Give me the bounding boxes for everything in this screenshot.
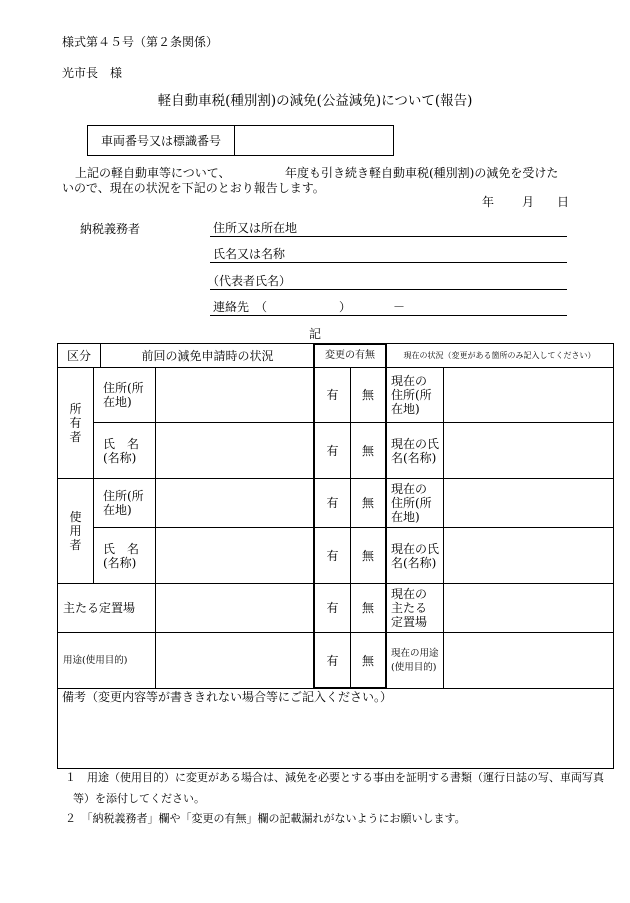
vehicle-number-label: 車両番号又は標識番号 bbox=[88, 126, 235, 155]
owner-name-change-yes[interactable]: 有 bbox=[314, 422, 351, 479]
owner-group-label: 所有者 bbox=[69, 402, 82, 444]
owner-address-change-no[interactable]: 無 bbox=[350, 367, 386, 423]
date-year-label: 年 bbox=[482, 195, 495, 209]
purpose-current-label: 現在の用途 (使用目的) bbox=[385, 632, 444, 689]
vehicle-number-box bbox=[87, 125, 394, 156]
status-table bbox=[57, 343, 614, 769]
user-name-label: 氏 名 (名称) bbox=[93, 527, 156, 584]
addressee: 光市長 様 bbox=[62, 66, 123, 80]
owner-name-previous-field[interactable] bbox=[155, 422, 315, 479]
header-change-presence: 変更の有無 bbox=[314, 343, 386, 368]
user-name-current-field[interactable] bbox=[443, 527, 614, 584]
storage-location-label: 主たる定置場 bbox=[57, 583, 156, 633]
storage-location-change-yes[interactable]: 有 bbox=[314, 583, 351, 633]
owner-name-label: 氏 名 (名称) bbox=[93, 422, 156, 479]
note-1-line-1: １ 用途（使用目的）に変更がある場合は、減免を必要とする事由を証明する書類（運行日誌の写、車両写真 bbox=[65, 771, 604, 784]
vehicle-number-field[interactable] bbox=[235, 126, 393, 155]
header-previous-status: 前回の減免申請時の状況 bbox=[100, 343, 315, 368]
owner-group-cell bbox=[57, 367, 94, 479]
purpose-current-field[interactable] bbox=[443, 632, 614, 689]
intro-line2: いので、現在の状況を下記のとおり報告します。 bbox=[62, 181, 325, 195]
user-address-change-yes[interactable]: 有 bbox=[314, 478, 351, 528]
user-name-change-yes[interactable]: 有 bbox=[314, 527, 351, 584]
fiscal-year-field[interactable] bbox=[231, 166, 285, 180]
owner-address-change-yes[interactable]: 有 bbox=[314, 367, 351, 423]
user-name-change-no[interactable]: 無 bbox=[350, 527, 386, 584]
remarks-field[interactable] bbox=[57, 688, 614, 769]
user-name-previous-field[interactable] bbox=[155, 527, 315, 584]
owner-name-current-label: 現在の氏 名(名称) bbox=[385, 422, 444, 479]
storage-location-current-field[interactable] bbox=[443, 583, 614, 633]
form-title: 軽自動車税(種別割)の減免(公益減免)について(報告) bbox=[157, 93, 473, 109]
user-address-label: 住所(所 在地) bbox=[93, 478, 156, 528]
purpose-change-yes[interactable]: 有 bbox=[314, 632, 351, 689]
user-address-change-no[interactable]: 無 bbox=[350, 478, 386, 528]
intro-line1-start: 上記の軽自動車等について、 bbox=[75, 166, 231, 180]
user-group-label: 使用者 bbox=[69, 510, 82, 552]
taxpayer-section-label: 納税義務者 bbox=[80, 222, 141, 236]
purpose-previous-field[interactable] bbox=[155, 632, 315, 689]
contact-field[interactable]: 連絡先 （ ） － bbox=[210, 300, 567, 316]
form-number: 様式第４５号（第２条関係） bbox=[62, 35, 219, 49]
owner-address-current-field[interactable] bbox=[443, 367, 614, 423]
owner-address-previous-field[interactable] bbox=[155, 367, 315, 423]
header-current-status: 現在の状況（変更がある箇所のみ記入してください） bbox=[385, 343, 614, 368]
record-heading: 記 bbox=[308, 327, 321, 341]
user-address-current-field[interactable] bbox=[443, 478, 614, 528]
storage-location-change-no[interactable]: 無 bbox=[350, 583, 386, 633]
note-2: ２ 「納税義務者」欄や「変更の有無」欄の記載漏れがないようにお願いします。 bbox=[65, 812, 466, 825]
owner-name-current-field[interactable] bbox=[443, 422, 614, 479]
user-address-current-label: 現在の 住所(所 在地) bbox=[385, 478, 444, 528]
storage-location-previous-field[interactable] bbox=[155, 583, 315, 633]
remarks-label: 備考（変更内容等が書ききれない場合等にご記入ください。） bbox=[62, 690, 393, 704]
purpose-change-no[interactable]: 無 bbox=[350, 632, 386, 689]
taxpayer-name-field[interactable]: 氏名又は名称 bbox=[210, 247, 567, 263]
user-address-previous-field[interactable] bbox=[155, 478, 315, 528]
header-category: 区分 bbox=[57, 343, 101, 368]
taxpayer-address-field[interactable]: 住所又は所在地 bbox=[210, 221, 567, 237]
date-day-label: 日 bbox=[557, 195, 570, 209]
owner-address-current-label: 現在の 住所(所 在地) bbox=[385, 367, 444, 423]
owner-address-label: 住所(所 在地) bbox=[93, 367, 156, 423]
owner-name-change-no[interactable]: 無 bbox=[350, 422, 386, 479]
purpose-label: 用途(使用目的) bbox=[57, 632, 156, 689]
intro-line1-end: 年度も引き続き軽自動車税(種別割)の減免を受けた bbox=[285, 166, 559, 180]
note-1-line-2: 等）を添付してください。 bbox=[73, 792, 205, 805]
user-group-cell bbox=[57, 478, 94, 584]
date-month-label: 月 bbox=[522, 195, 535, 209]
storage-location-current-label: 現在の 主たる 定置場 bbox=[385, 583, 444, 633]
representative-name-field[interactable]: （代表者氏名） bbox=[210, 274, 567, 290]
user-name-current-label: 現在の氏 名(名称) bbox=[385, 527, 444, 584]
